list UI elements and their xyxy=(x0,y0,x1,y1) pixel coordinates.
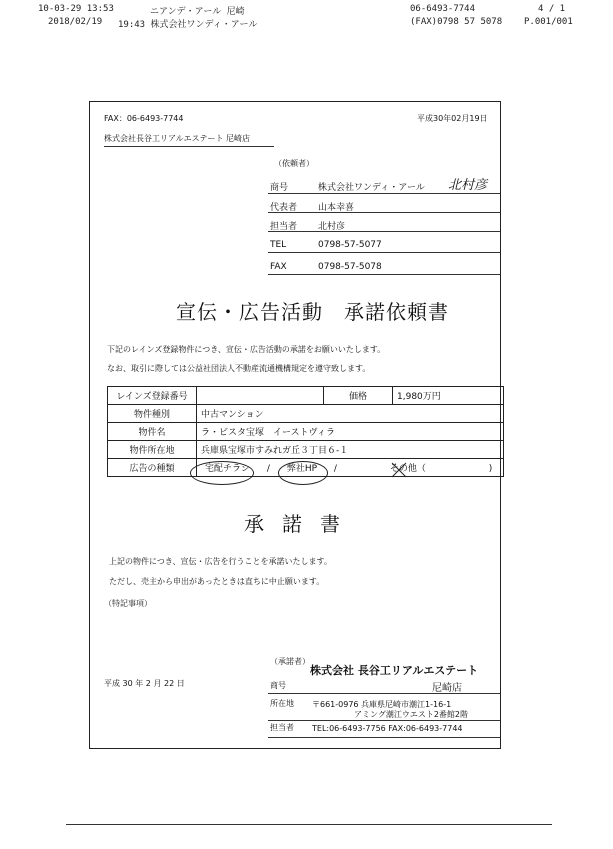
consenter-contact-label: 担当者 xyxy=(270,723,294,732)
type-label: 物件種別 xyxy=(108,405,197,423)
tel-underline xyxy=(268,252,500,253)
media-separator: / xyxy=(333,464,337,474)
representative-label: 代表者 xyxy=(270,203,298,213)
name-value: ラ・ビスタ宝塚 イーストヴィラ xyxy=(197,423,504,441)
recipient-underline xyxy=(104,146,274,147)
contact-label: 担当者 xyxy=(270,222,298,232)
document-date: 平成30年02月19日 xyxy=(417,114,488,123)
representative-underline xyxy=(268,212,500,213)
fax-underline xyxy=(268,274,500,275)
name-label: 物件名 xyxy=(108,423,197,441)
fax-sender-line1: ニアンデ・アール 尼崎 xyxy=(150,7,245,17)
type-value: 中古マンション xyxy=(197,405,504,423)
consenter-trade-name-label: 商号 xyxy=(270,681,286,690)
document-title: 宣伝・広告活動 承諾依頼書 xyxy=(176,300,449,324)
fax: 0798-57-5078 xyxy=(318,262,382,272)
table-row xyxy=(108,441,504,459)
consenter-company: 株式会社 長谷工リアルエステート xyxy=(310,664,479,677)
consenter-underline xyxy=(268,693,500,694)
media-option-flyer: 宅配チラシ xyxy=(205,464,251,474)
price-value: 1,980万円 xyxy=(393,387,504,405)
tel-label: TEL xyxy=(270,240,287,250)
media-close: ) xyxy=(488,464,493,474)
location-label: 物件所在地 xyxy=(108,441,197,459)
consenter-branch: 尼崎店 xyxy=(432,683,462,694)
recipient: 株式会社長谷工リアルエステート 尼崎店 xyxy=(104,134,251,143)
consent-line2: ただし、売主から申出があったときは直ちに中止願います。 xyxy=(109,577,325,586)
address-label: 所在地 xyxy=(270,699,294,708)
fax-number-line1: 06-6493-7744 xyxy=(410,4,476,14)
contact-phone-underline xyxy=(268,737,500,738)
reins-label: レインズ登録番号 xyxy=(108,387,197,405)
location-value: 兵庫県宝塚市すみれガ丘３丁目６-１ xyxy=(197,441,504,459)
requester-heading: （依頼者） xyxy=(274,159,314,168)
intro-line2: なお、取引に際しては公益社団法人不動産流通機構規定を遵守致します。 xyxy=(107,364,371,373)
fax-timestamp-line1: 10-03-29 13:53 xyxy=(38,4,114,14)
trade-name-underline xyxy=(268,193,500,194)
reins-value xyxy=(197,387,324,405)
table-row xyxy=(108,405,504,423)
fax-page-line1: 4 / 1 xyxy=(538,4,566,14)
page-bottom-rule xyxy=(66,824,552,825)
media-option-other: その他（ xyxy=(389,464,426,474)
representative: 山本幸喜 xyxy=(318,203,355,213)
media-option-website: 弊社HP xyxy=(286,464,318,474)
price-label: 価格 xyxy=(324,387,393,405)
address: 〒661-0976 兵庫県尼崎市潮江1-16-1 xyxy=(312,700,452,709)
consenter-heading: （承諾者） xyxy=(270,657,310,666)
signed-date: 平成 30 年 2 月 22 日 xyxy=(104,679,185,688)
requester-signature: 北村彦 xyxy=(448,178,488,193)
fax-time-company: 19:43 株式会社ワンディ・アール xyxy=(118,20,258,30)
trade-name: 株式会社ワンディ・アール xyxy=(318,183,425,193)
contact-underline xyxy=(268,231,500,232)
intro-line1: 下記のレインズ登録物件につき、宣伝・広告活動の承諾をお願いいたします。 xyxy=(107,345,386,354)
circle-mark-website xyxy=(278,461,328,485)
address-underline xyxy=(268,720,500,721)
consenter-contact-phone: TEL:06-6493-7756 FAX:06-6493-7744 xyxy=(312,724,463,733)
trade-name-label: 商号 xyxy=(270,183,289,193)
fax-to: FAX：06-6493-7744 xyxy=(104,114,184,123)
circle-mark-flyer xyxy=(190,461,254,485)
media-separator: / xyxy=(266,464,270,474)
building: アミング潮江ウエスト2番館2階 xyxy=(354,710,469,719)
fax-label: FAX xyxy=(270,262,287,272)
special-notes: （特記事項） xyxy=(104,599,152,608)
media-label: 広告の種類 xyxy=(108,459,197,477)
tel: 0798-57-5077 xyxy=(318,240,382,250)
consent-title: 承諾書 xyxy=(244,512,358,536)
consent-line1: 上記の物件につき、宣伝・広告を行うことを承諾いたします。 xyxy=(109,557,332,566)
fax-page-count: P.001/001 xyxy=(524,17,573,27)
fax-sender-number: (FAX)0798 57 5078 xyxy=(410,17,503,27)
fax-date: 2018/02/19 xyxy=(48,17,103,27)
cross-mark-other xyxy=(390,461,408,479)
contact: 北村彦 xyxy=(318,222,346,232)
table-row xyxy=(108,423,504,441)
table-row xyxy=(108,387,504,405)
